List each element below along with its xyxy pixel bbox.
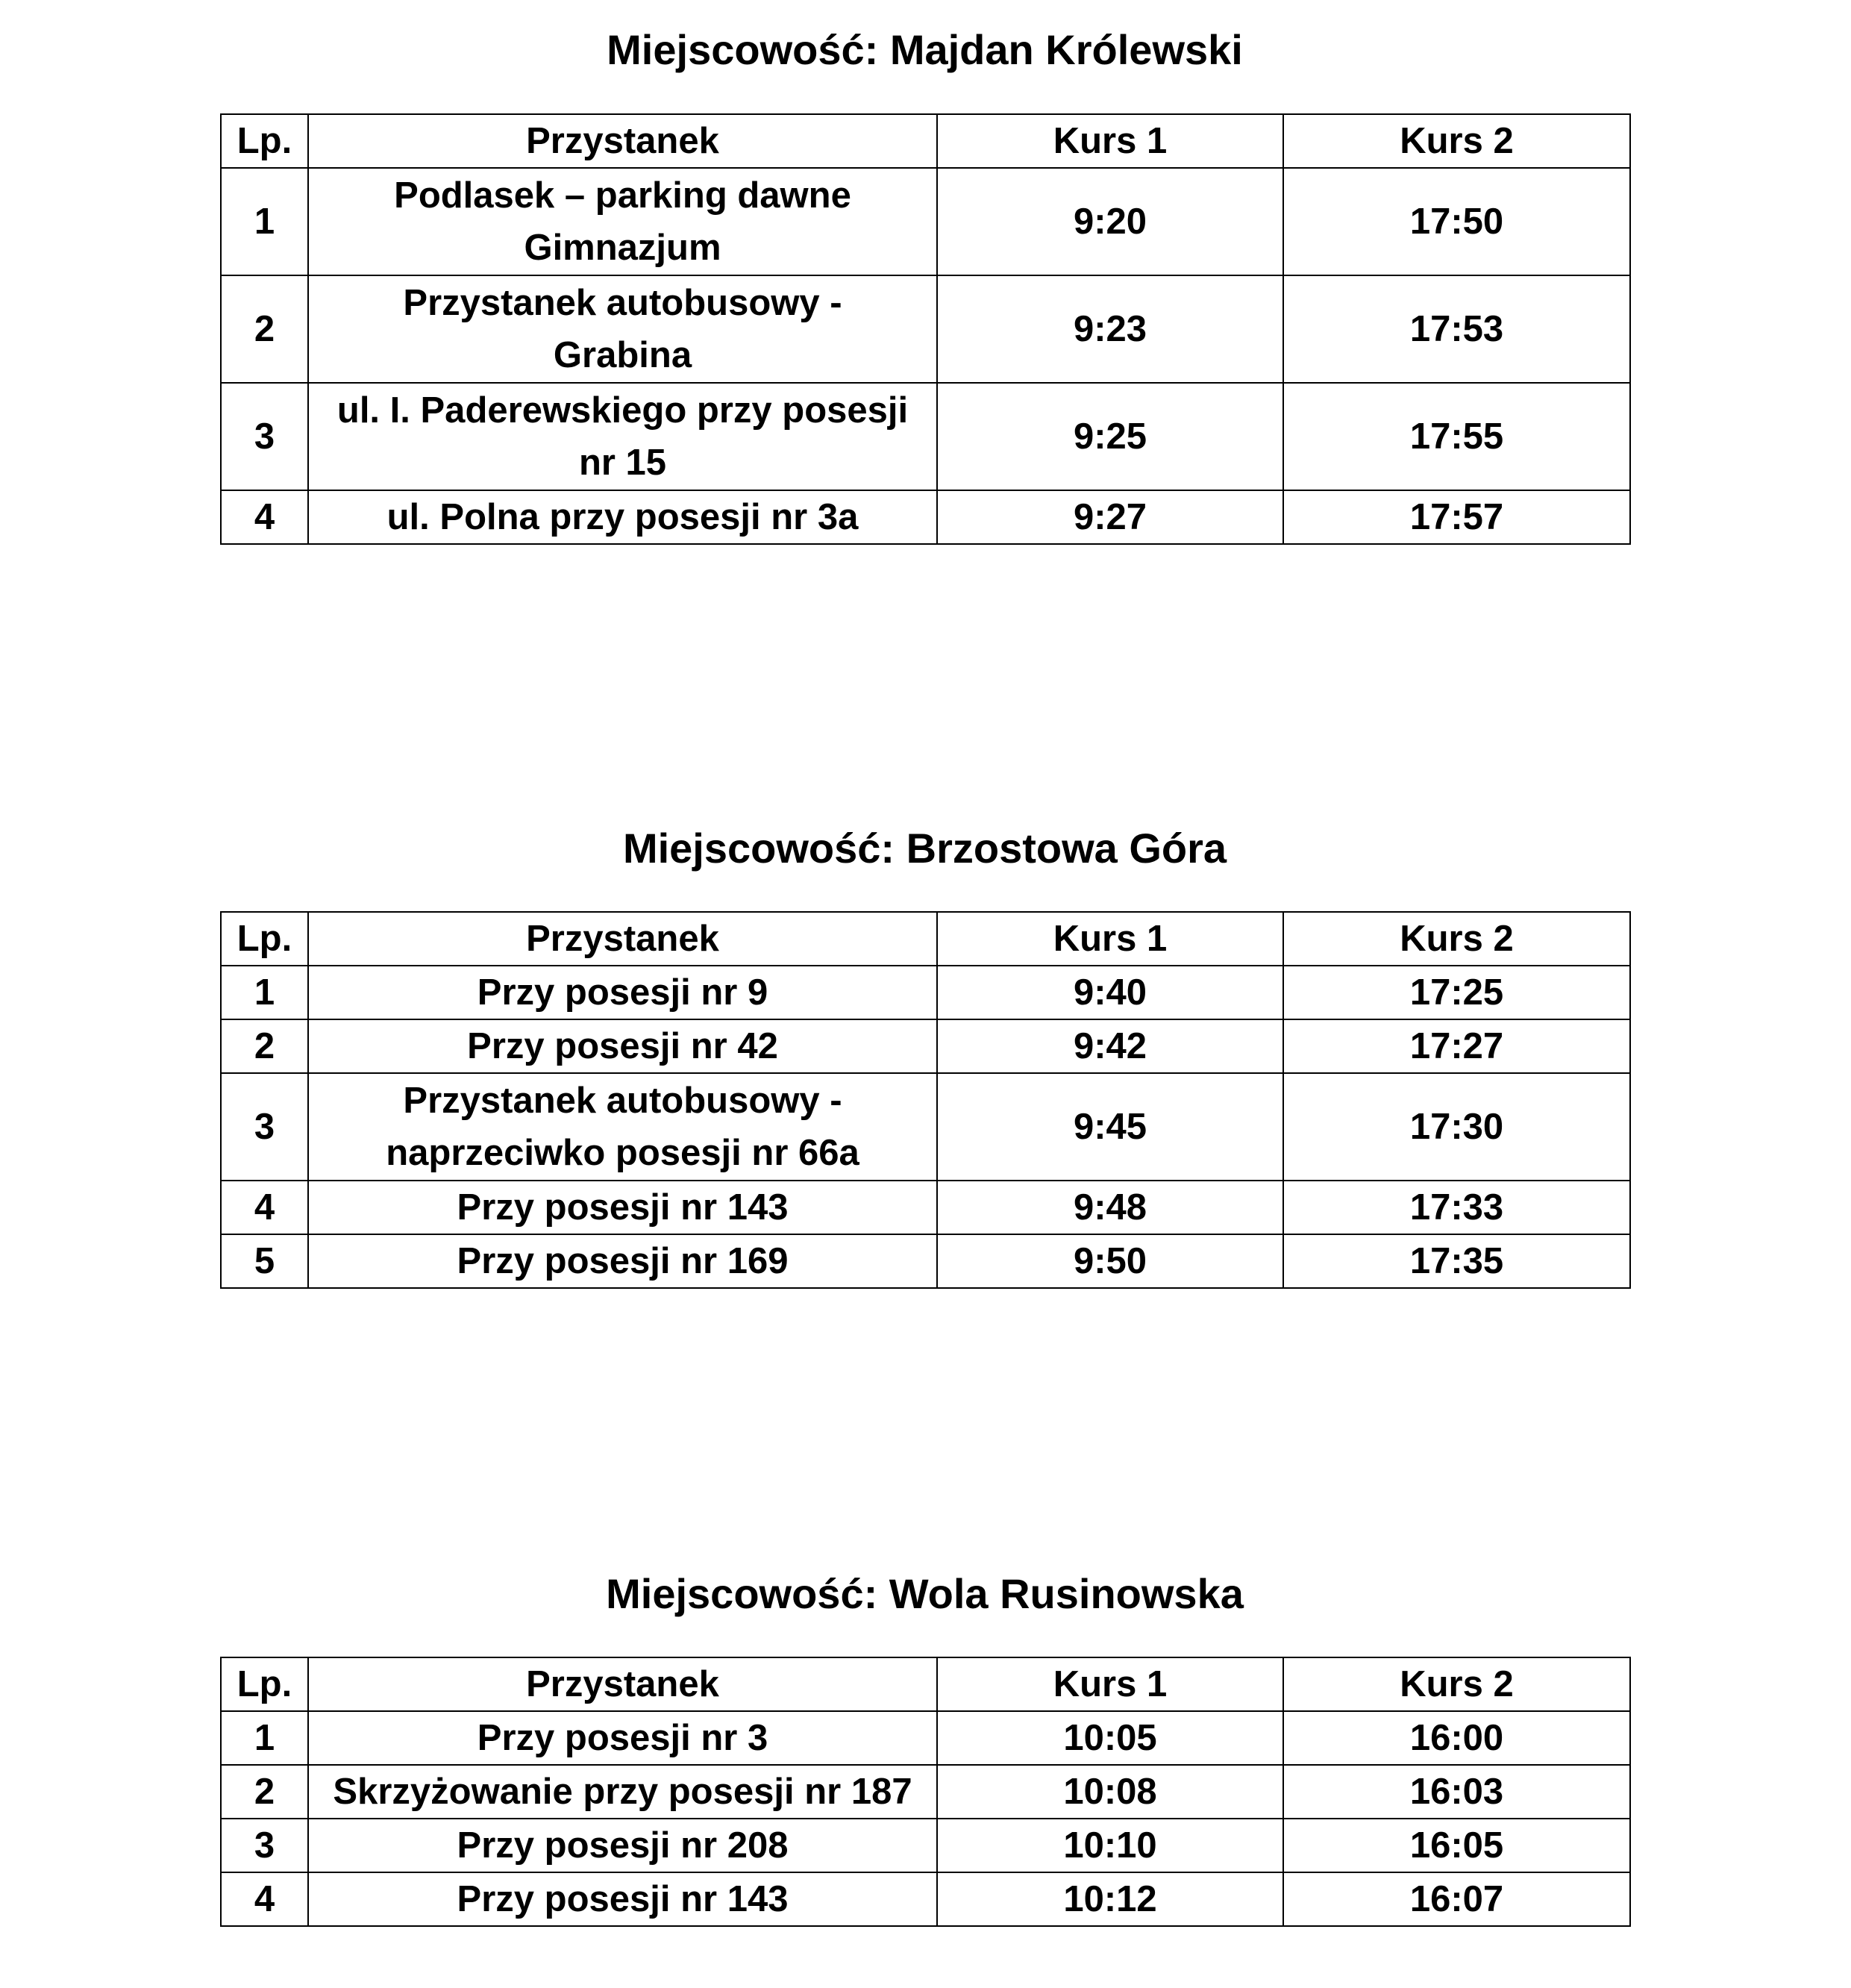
cell-kurs1: 9:48	[937, 1181, 1283, 1234]
cell-kurs2: 17:33	[1283, 1181, 1630, 1234]
table-row	[221, 1819, 1630, 1872]
table-row	[221, 490, 1630, 544]
cell-lp: 4	[221, 1872, 308, 1926]
cell-kurs1: 10:05	[937, 1711, 1283, 1765]
cell-kurs2: 17:30	[1283, 1073, 1630, 1181]
table-header-row	[221, 912, 1630, 966]
cell-lp: 5	[221, 1234, 308, 1288]
table-row	[221, 1073, 1630, 1181]
header-stop: Przystanek	[308, 1657, 937, 1711]
table-row	[221, 1181, 1630, 1234]
header-lp: Lp.	[221, 114, 308, 168]
cell-stop: Przystanek autobusowy - Grabina	[308, 275, 937, 383]
cell-kurs1: 10:12	[937, 1872, 1283, 1926]
section-title: Miejscowość: Wola Rusinowska	[606, 1570, 1244, 1617]
cell-kurs1: 9:23	[937, 275, 1283, 383]
table-header-row	[221, 114, 1630, 168]
header-stop: Przystanek	[308, 912, 937, 966]
cell-kurs1: 9:45	[937, 1073, 1283, 1181]
cell-kurs2: 16:00	[1283, 1711, 1630, 1765]
cell-stop: Przy posesji nr 9	[308, 966, 937, 1019]
cell-lp: 2	[221, 1019, 308, 1073]
cell-kurs2: 17:35	[1283, 1234, 1630, 1288]
table-row	[221, 1872, 1630, 1926]
section-title: Miejscowość: Brzostowa Góra	[622, 825, 1227, 872]
cell-stop: ul. I. Paderewskiego przy posesji nr 15	[308, 383, 937, 490]
cell-kurs2: 17:25	[1283, 966, 1630, 1019]
cell-stop: ul. Polna przy posesji nr 3a	[308, 490, 937, 544]
schedule-table	[220, 911, 1631, 1289]
header-lp: Lp.	[221, 1657, 308, 1711]
cell-kurs1: 9:42	[937, 1019, 1283, 1073]
cell-stop: Podlasek – parking dawne Gimnazjum	[308, 168, 937, 275]
cell-lp: 4	[221, 490, 308, 544]
cell-stop: Przy posesji nr 42	[308, 1019, 937, 1073]
cell-kurs2: 17:57	[1283, 490, 1630, 544]
cell-lp: 1	[221, 966, 308, 1019]
cell-kurs2: 16:03	[1283, 1765, 1630, 1819]
cell-lp: 3	[221, 383, 308, 490]
schedule-table	[220, 113, 1631, 545]
header-kurs1: Kurs 1	[937, 912, 1283, 966]
cell-stop: Przy posesji nr 208	[308, 1819, 937, 1872]
cell-kurs1: 10:10	[937, 1819, 1283, 1872]
cell-stop: Przy posesji nr 143	[308, 1872, 937, 1926]
header-kurs2: Kurs 2	[1283, 1657, 1630, 1711]
section-title: Miejscowość: Majdan Królewski	[607, 26, 1243, 73]
cell-stop: Przy posesji nr 3	[308, 1711, 937, 1765]
cell-kurs2: 17:50	[1283, 168, 1630, 275]
cell-lp: 3	[221, 1819, 308, 1872]
cell-kurs1: 9:27	[937, 490, 1283, 544]
header-kurs1: Kurs 1	[937, 114, 1283, 168]
cell-lp: 4	[221, 1181, 308, 1234]
cell-stop: Przystanek autobusowy - naprzeciwko posesji nr 66a	[308, 1073, 937, 1181]
cell-kurs2: 16:07	[1283, 1872, 1630, 1926]
table-header-row	[221, 1657, 1630, 1711]
cell-lp: 3	[221, 1073, 308, 1181]
table-row	[221, 1765, 1630, 1819]
cell-kurs1: 9:50	[937, 1234, 1283, 1288]
cell-lp: 2	[221, 1765, 308, 1819]
cell-kurs2: 17:55	[1283, 383, 1630, 490]
table-row	[221, 1019, 1630, 1073]
cell-stop: Przy posesji nr 169	[308, 1234, 937, 1288]
header-kurs1: Kurs 1	[937, 1657, 1283, 1711]
cell-kurs2: 16:05	[1283, 1819, 1630, 1872]
cell-lp: 1	[221, 168, 308, 275]
cell-kurs1: 9:20	[937, 168, 1283, 275]
header-kurs2: Kurs 2	[1283, 114, 1630, 168]
table-row	[221, 1234, 1630, 1288]
schedule-table	[220, 1657, 1631, 1927]
header-lp: Lp.	[221, 912, 308, 966]
table-row	[221, 966, 1630, 1019]
table-row	[221, 383, 1630, 490]
cell-lp: 2	[221, 275, 308, 383]
cell-kurs2: 17:53	[1283, 275, 1630, 383]
cell-kurs1: 9:40	[937, 966, 1283, 1019]
table-row	[221, 275, 1630, 383]
cell-stop: Przy posesji nr 143	[308, 1181, 937, 1234]
cell-kurs1: 9:25	[937, 383, 1283, 490]
cell-kurs1: 10:08	[937, 1765, 1283, 1819]
table-row	[221, 1711, 1630, 1765]
table-row	[221, 168, 1630, 275]
cell-stop: Skrzyżowanie przy posesji nr 187	[308, 1765, 937, 1819]
header-stop: Przystanek	[308, 114, 937, 168]
cell-kurs2: 17:27	[1283, 1019, 1630, 1073]
cell-lp: 1	[221, 1711, 308, 1765]
header-kurs2: Kurs 2	[1283, 912, 1630, 966]
